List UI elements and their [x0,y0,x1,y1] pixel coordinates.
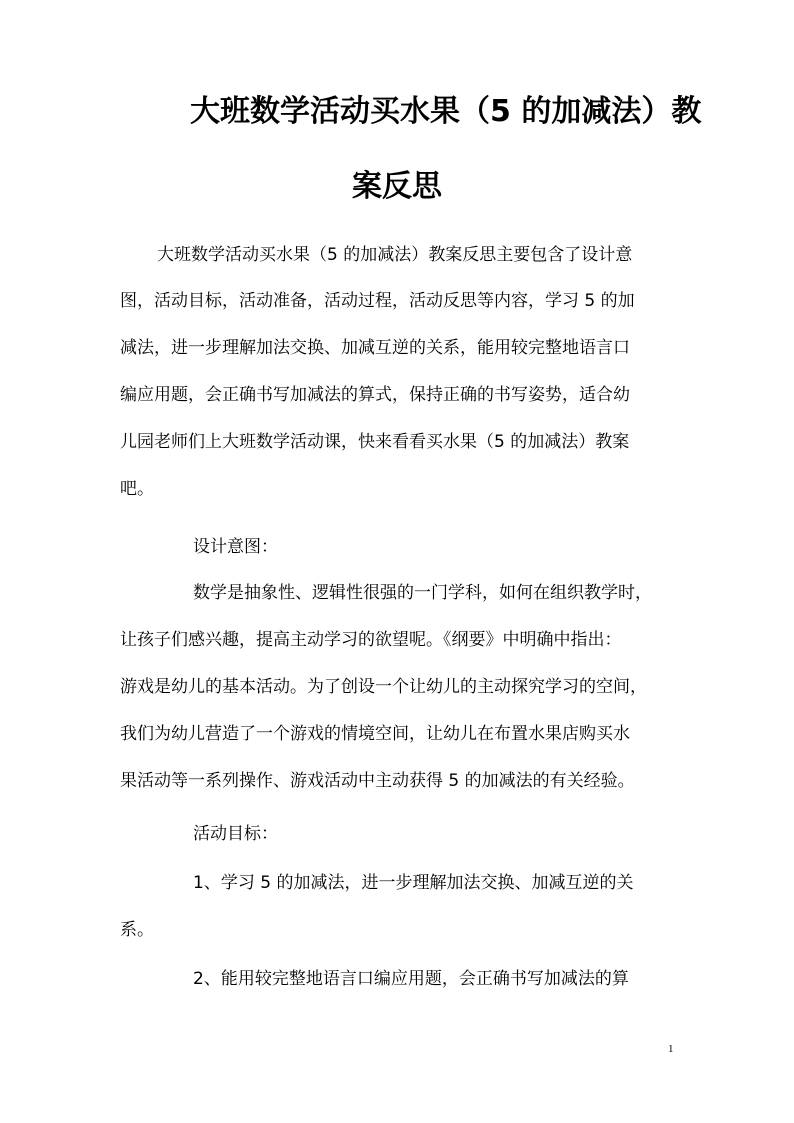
section-heading-activity-goals: 活动目标： [193,824,278,844]
body-line: 系。 [120,920,154,940]
body-line: 数学是抽象性、逻辑性很强的一门学科，如何在组织教学时， [193,583,652,603]
list-item: 2、能用较完整地语言口编应用题，会正确书写加减法的算 [193,969,629,989]
body-line: 游戏是幼儿的基本活动。为了创设一个让幼儿的主动探究学习的空间， [120,677,647,697]
title-line-1: 大班数学活动买水果（5 的加减法）教 [190,94,702,129]
body-line: 编应用题，会正确书写加减法的算式，保持正确的书写姿势，适合幼 [120,385,630,405]
body-line: 大班数学活动买水果（5 的加减法）教案反思主要包含了设计意 [157,245,633,265]
body-line: 我们为幼儿营造了一个游戏的情境空间，让幼儿在布置水果店购买水 [120,724,630,744]
body-line: 吧。 [120,479,154,499]
body-line: 图，活动目标，活动准备，活动过程，活动反思等内容，学习 5 的加 [120,291,635,311]
body-line: 让孩子们感兴趣，提高主动学习的欲望呢。《纲要》中明确中指出： [120,630,622,650]
body-line: 减法，进一步理解加法交换、加减互逆的关系，能用较完整地语言口 [120,338,630,358]
body-line: 儿园老师们上大班数学活动课，快来看看买水果（5 的加减法）教案 [120,432,630,452]
section-heading-design-intent: 设计意图： [193,537,278,557]
list-item: 1、学习 5 的加减法，进一步理解加法交换、加减互逆的关 [193,873,634,893]
page-number: 1 [668,1043,674,1055]
body-line: 果活动等一系列操作、游戏活动中主动获得 5 的加减法的有关经验。 [120,771,635,791]
title-line-2: 案反思 [352,169,442,204]
